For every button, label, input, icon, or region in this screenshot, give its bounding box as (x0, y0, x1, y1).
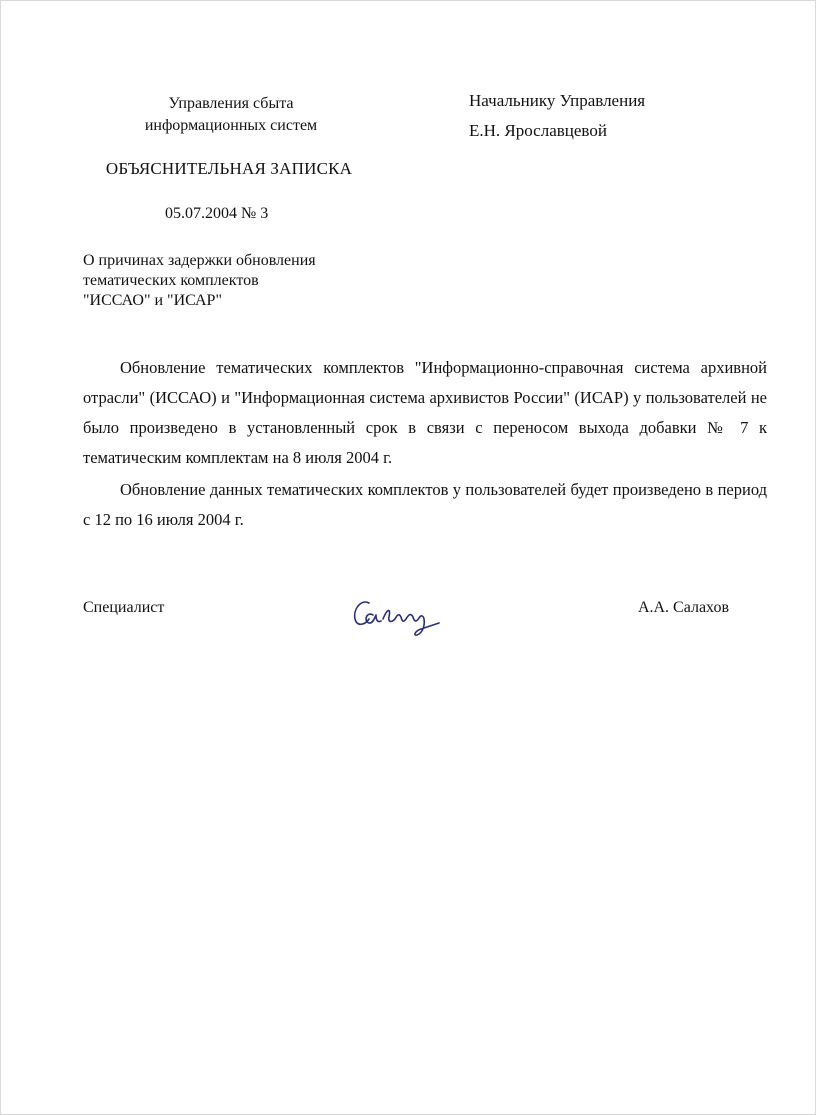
addressee-line-2: Е.Н. Ярославцевой (469, 121, 607, 140)
body-paragraph-1: Обновление тематических комплектов "Информационно-справочная система архивной отрасли" (ИССАО) и "Информационная система архивистов России" (ИСАР) у пользователей не было произведено в установленный срок в связи с переносом выхода добавки № 7 к тематическим комплектам на 8 июля 2004 г. (83, 358, 767, 467)
signatory-name: А.А. Салахов (637, 599, 729, 616)
subject-line-2: тематических комплектов (83, 272, 259, 289)
body-paragraph-2: Обновление данных тематических комплектов у пользователей будет произведено в период с 12 по 16 июля 2004 г. (83, 480, 767, 529)
signatory-position: Специалист (83, 599, 165, 616)
document-date-number: 05.07.2004 № 3 (165, 205, 269, 222)
sender-department (101, 93, 361, 137)
sender-line-1: Управления сбыта (168, 95, 294, 112)
subject-line-1: О причинах задержки обновления (83, 252, 316, 269)
document-title: ОБЪЯСНИТЕЛЬНАЯ ЗАПИСКА (105, 159, 353, 178)
signature-row (83, 597, 729, 647)
subject-heading (83, 251, 316, 311)
sender-line-2: информационных систем (144, 117, 318, 134)
handwritten-signature (351, 589, 445, 639)
body-text (83, 353, 767, 535)
addressee-line-1: Начальнику Управления (469, 91, 646, 110)
addressee-block (469, 89, 645, 143)
subject-line-3: "ИССАО" и "ИСАР" (83, 292, 222, 309)
